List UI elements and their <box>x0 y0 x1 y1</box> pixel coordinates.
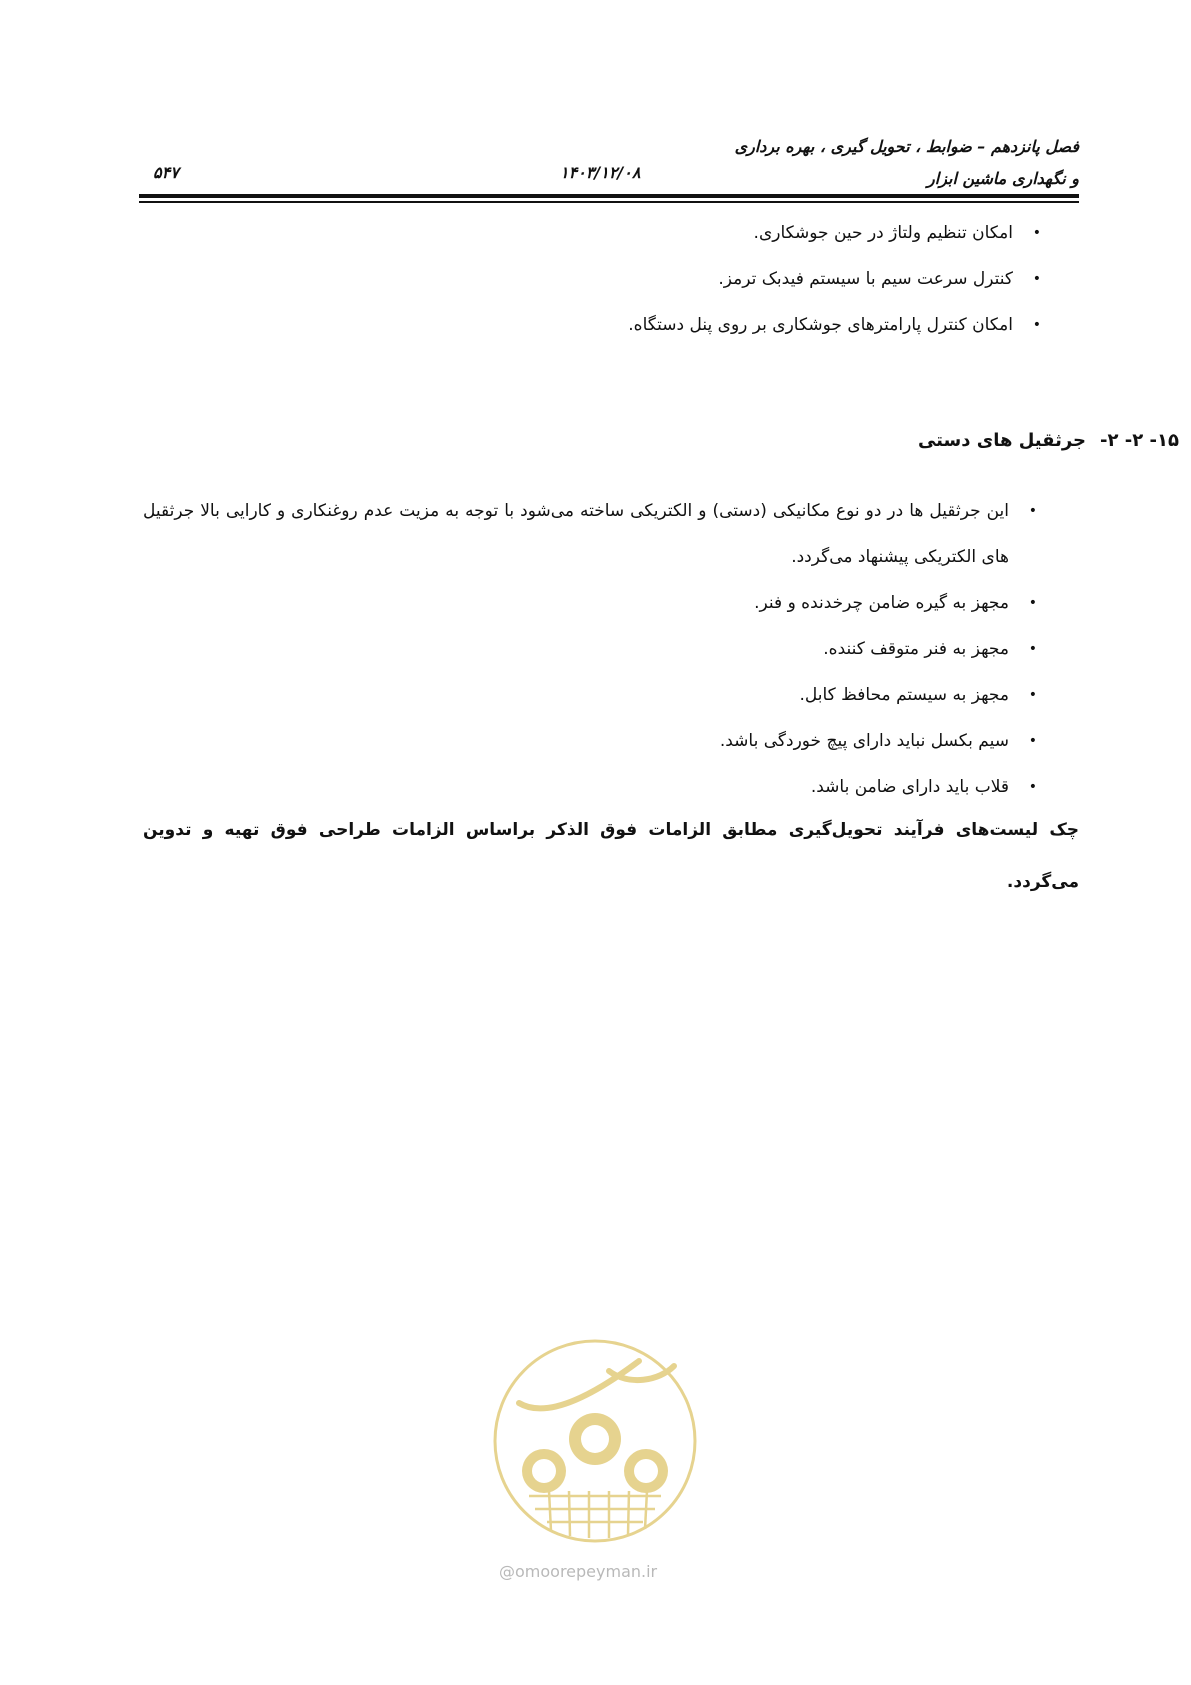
omoorepeyman-logo <box>489 1331 701 1551</box>
page-number: ۵۴۷ <box>153 163 179 182</box>
bullet-icon: • <box>1028 733 1037 749</box>
bullet-icon: • <box>1028 595 1037 611</box>
list-item <box>628 222 1041 244</box>
section-heading <box>918 430 1179 451</box>
list-item-text: سیم بکسل نباید دارای پیچ خوردگی باشد. <box>719 731 1009 751</box>
list-item-text: قلاب باید دارای ضامن باشد. <box>810 777 1009 797</box>
bullet-icon: • <box>1028 641 1037 657</box>
list-item <box>143 488 1037 580</box>
list-item-text: امکان تنظیم ولتاژ در حین جوشکاری. <box>753 223 1013 243</box>
list-item-text: مجهز به گیره ضامن چرخدنده و فنر. <box>754 593 1009 613</box>
header-rule-thin <box>139 201 1079 203</box>
bullet-icon: • <box>1032 271 1041 287</box>
section-number: ۱۵- ۲- ۲- <box>1100 430 1179 451</box>
list-item <box>143 592 1037 614</box>
chapter-title-line1: فصل پانزدهم – ضوابط ، تحویل گیری ، بهره برداری <box>734 137 1079 156</box>
section-title: جرثقیل های دستی <box>917 430 1087 451</box>
list-item-text: کنترل سرعت سیم با سیستم فیدبک ترمز. <box>718 269 1013 289</box>
list-item <box>143 730 1037 752</box>
list-item <box>628 268 1041 290</box>
welding-features-list <box>628 222 1041 360</box>
hand-crane-list <box>143 488 1037 822</box>
list-item-text: مجهز به فنر متوقف کننده. <box>823 639 1009 659</box>
bullet-icon: • <box>1032 317 1041 333</box>
stamp-credit: @omoorepeyman.ir <box>499 1562 658 1581</box>
list-item-text: مجهز به سیستم محافظ کابل. <box>799 685 1009 705</box>
closing-paragraph: چک لیست‌های فرآیند تحویل‌گیری مطابق الزامات فوق الذکر براساس الزامات طراحی فوق تهیه و تدوین می‌گردد. <box>143 820 1079 892</box>
bullet-icon: • <box>1032 225 1041 241</box>
list-item <box>143 776 1037 798</box>
list-item <box>143 684 1037 706</box>
list-item <box>143 638 1037 660</box>
chapter-title <box>735 131 1079 195</box>
list-item-text: این جرثقیل ها در دو نوع مکانیکی (دستی) و الکتریکی ساخته می‌شود با توجه به مزیت عدم روغنکاری و کارایی بالا جرثقیل های الکتریکی پیشنهاد می‌گردد. <box>143 501 1009 567</box>
chapter-title-line2: و نگهداری ماشین ابزار <box>927 169 1079 188</box>
header-date: ۱۴۰۳/۱۲/۰۸ <box>560 163 641 182</box>
header-rule-thick <box>139 194 1079 198</box>
bullet-icon: • <box>1028 779 1037 795</box>
bullet-icon: • <box>1028 687 1037 703</box>
list-item <box>628 314 1041 336</box>
list-item-text: امکان کنترل پارامترهای جوشکاری بر روی پنل دستگاه. <box>628 315 1013 335</box>
bullet-icon: • <box>1028 503 1037 519</box>
